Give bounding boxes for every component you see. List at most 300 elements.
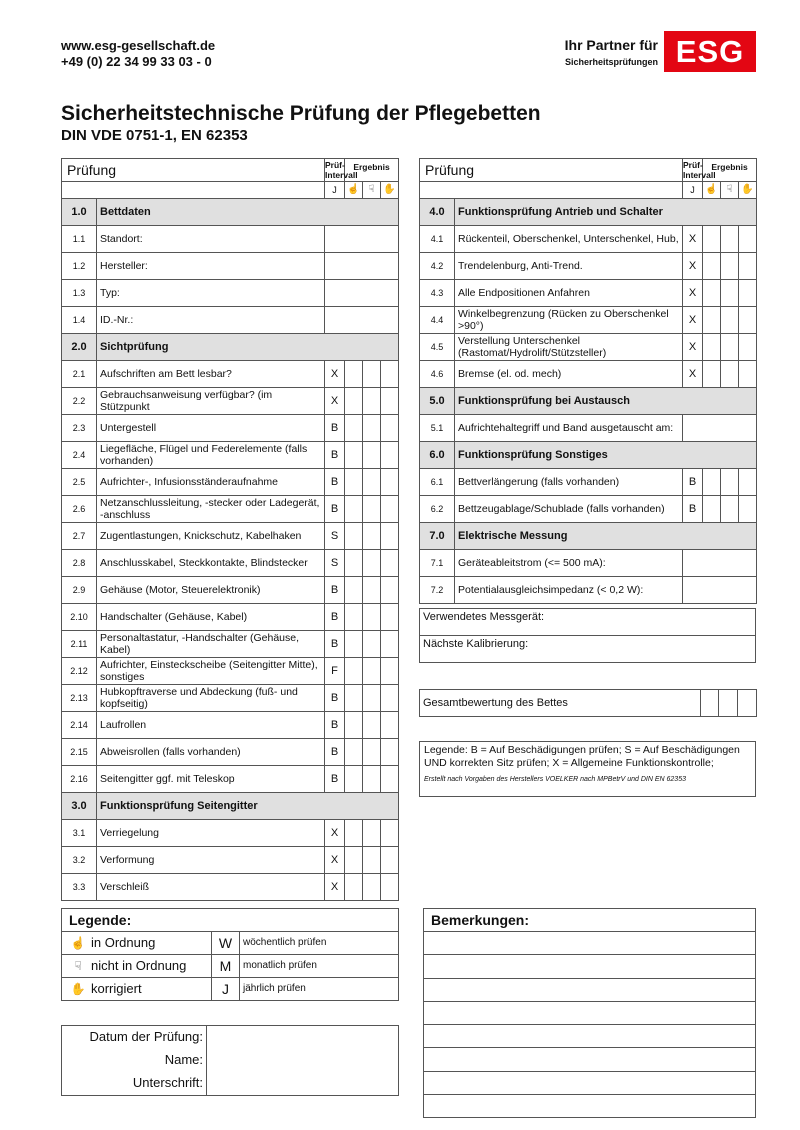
unterschrift-field[interactable]: [207, 1072, 399, 1096]
item-number: 2.1: [62, 361, 97, 388]
interval-code: B: [325, 712, 345, 739]
table-row: [420, 334, 757, 361]
legende-code: J: [212, 978, 240, 1001]
result-ok-cell[interactable]: [345, 442, 363, 469]
table-row: [62, 685, 399, 712]
thumbs-up-icon: ☝: [345, 182, 363, 199]
legende-text: Legende: B = Auf Beschädigungen prüfen; S = Auf Beschädigungen UND korrekten Sitz prüfen; X = Allgemeine Funktionskontrolle;: [424, 744, 740, 769]
item-number: 6.1: [420, 469, 455, 496]
thumbs-up-icon: ☝: [70, 936, 86, 950]
item-number: 2.10: [62, 604, 97, 631]
interval-code: X: [325, 820, 345, 847]
item-number: 2.12: [62, 658, 97, 685]
item-number: 2.3: [62, 415, 97, 442]
pruefung-header: Prüfung: [420, 159, 683, 182]
data-row: [62, 307, 399, 334]
legende-code: M: [212, 955, 240, 978]
bemerkung-line[interactable]: [424, 1001, 756, 1024]
item-number: 7.2: [420, 577, 455, 604]
result-korr-cell[interactable]: [739, 469, 757, 496]
result-korr-cell[interactable]: [381, 685, 399, 712]
item-label: Abweisrollen (falls vorhanden): [97, 739, 325, 766]
table-row: [62, 631, 399, 658]
item-number: 3.1: [62, 820, 97, 847]
result-korr-cell[interactable]: [739, 280, 757, 307]
legende-title: Legende:: [62, 909, 399, 932]
item-label: Trendelenburg, Anti-Trend.: [455, 253, 683, 280]
result-nok-cell[interactable]: [363, 469, 381, 496]
table-row: [62, 388, 399, 415]
table-row: [420, 361, 757, 388]
result-nok-cell[interactable]: [363, 496, 381, 523]
table-row: [62, 820, 399, 847]
result-ok-cell[interactable]: [703, 334, 721, 361]
item-number: 4.2: [420, 253, 455, 280]
result-ok-cell[interactable]: [345, 847, 363, 874]
item-number: 1.2: [62, 253, 97, 280]
interval-code: X: [325, 874, 345, 901]
item-label: Gebrauchsanweisung verfügbar? (im Stützpunkt: [97, 388, 325, 415]
unterschrift-label: Unterschrift:: [62, 1072, 207, 1096]
result-nok-cell[interactable]: [363, 442, 381, 469]
interval-code: B: [325, 577, 345, 604]
section-title: Elektrische Messung: [455, 523, 757, 550]
bemerkung-line[interactable]: [424, 955, 756, 978]
result-nok-cell[interactable]: [363, 361, 381, 388]
result-ok-cell[interactable]: [345, 658, 363, 685]
intervall-j-label: J: [683, 182, 703, 199]
item-number: 2.2: [62, 388, 97, 415]
item-label: Netzanschlussleitung, -stecker oder Ladegerät, -anschluss: [97, 496, 325, 523]
item-label: Aufrichtehaltegriff und Band ausgetauscht am:: [455, 415, 683, 442]
item-number: 2.16: [62, 766, 97, 793]
result-nok-cell[interactable]: [363, 415, 381, 442]
gesamtbewertung-box: [419, 689, 757, 717]
result-nok-cell[interactable]: [363, 604, 381, 631]
table-row: [420, 253, 757, 280]
thumbs-down-icon: ☟: [74, 959, 82, 973]
interval-code: S: [325, 550, 345, 577]
item-number: 1.4: [62, 307, 97, 334]
result-korr-cell[interactable]: [381, 550, 399, 577]
item-label: Handschalter (Gehäuse, Kabel): [97, 604, 325, 631]
legende-desc: jährlich prüfen: [240, 978, 399, 1001]
datum-label: Datum der Prüfung:: [62, 1026, 207, 1049]
thumbs-down-icon: ☟: [363, 182, 381, 199]
result-nok-cell[interactable]: [363, 739, 381, 766]
section-row: [62, 334, 399, 361]
name-label: Name:: [62, 1049, 207, 1072]
item-number: 6.2: [420, 496, 455, 523]
item-number: 4.5: [420, 334, 455, 361]
interval-code: B: [325, 739, 345, 766]
data-row: [62, 253, 399, 280]
item-label: Verschleiß: [97, 874, 325, 901]
legende-note: Erstellt nach Vorgaben des Herstellers VOELKER nach MPBetrV und DIN EN 62353: [424, 776, 686, 783]
legende-desc: monatlich prüfen: [240, 955, 399, 978]
data-row: [420, 550, 757, 577]
section-number: 3.0: [62, 793, 97, 820]
result-korr-cell[interactable]: [381, 442, 399, 469]
table-row: [62, 496, 399, 523]
result-nok-cell[interactable]: [363, 658, 381, 685]
datum-field[interactable]: [207, 1026, 399, 1049]
result-ok-cell[interactable]: [345, 631, 363, 658]
legende-text-box: [419, 741, 756, 797]
kalibrierung-field[interactable]: Nächste Kalibrierung:: [420, 636, 756, 663]
page-subtitle: DIN VDE 0751-1, EN 62353: [61, 127, 248, 144]
result-ok-cell[interactable]: [345, 577, 363, 604]
table-row: [420, 280, 757, 307]
item-number: 1.1: [62, 226, 97, 253]
item-label: Liegefläche, Flügel und Federelemente (falls vorhanden): [97, 442, 325, 469]
result-ok-cell[interactable]: [345, 712, 363, 739]
right-check-table: [419, 158, 757, 604]
website-url[interactable]: www.esg-gesellschaft.de: [61, 38, 216, 53]
item-label: Hersteller:: [97, 253, 325, 280]
table-row: [62, 739, 399, 766]
table-row: [420, 496, 757, 523]
hand-icon: ✋: [739, 182, 757, 199]
table-row: [420, 307, 757, 334]
result-korr-cell[interactable]: [381, 496, 399, 523]
intervall-j-label: J: [325, 182, 345, 199]
item-label: Aufrichter, Einsteckscheibe (Seitengitter Mitte), sonstiges: [97, 658, 325, 685]
item-label: Rückenteil, Oberschenkel, Unterschenkel, Hub,: [455, 226, 683, 253]
hand-icon: ✋: [70, 982, 86, 996]
phone-number: +49 (0) 22 34 99 33 03 - 0: [61, 54, 212, 69]
item-number: 4.4: [420, 307, 455, 334]
result-korr-cell[interactable]: [381, 604, 399, 631]
item-label: Aufrichter-, Infusionsständeraufnahme: [97, 469, 325, 496]
result-ok-cell[interactable]: [345, 496, 363, 523]
result-nok-cell[interactable]: [721, 334, 739, 361]
interval-code: B: [325, 469, 345, 496]
item-number: 3.2: [62, 847, 97, 874]
item-label: Anschlusskabel, Steckkontakte, Blindstecker: [97, 550, 325, 577]
item-number: 2.7: [62, 523, 97, 550]
table-row: [62, 712, 399, 739]
item-number: 2.15: [62, 739, 97, 766]
item-label: Aufschriften am Bett lesbar?: [97, 361, 325, 388]
result-korr-cell[interactable]: [381, 874, 399, 901]
interval-code: S: [325, 523, 345, 550]
result-nok-cell[interactable]: [363, 388, 381, 415]
legende-desc: wöchentlich prüfen: [240, 932, 399, 955]
section-number: 4.0: [420, 199, 455, 226]
value-field[interactable]: [683, 577, 757, 604]
bemerkungen-box: [423, 908, 756, 1118]
table-row: [62, 604, 399, 631]
result-ok-cell[interactable]: [345, 523, 363, 550]
interval-code: B: [683, 469, 703, 496]
item-label: Alle Endpositionen Anfahren: [455, 280, 683, 307]
table-row: [62, 577, 399, 604]
name-field[interactable]: [207, 1049, 399, 1072]
interval-code: F: [325, 658, 345, 685]
legende-row: [62, 932, 399, 955]
section-title: Bettdaten: [97, 199, 399, 226]
section-number: 6.0: [420, 442, 455, 469]
section-title: Funktionsprüfung Antrieb und Schalter: [455, 199, 757, 226]
result-nok-cell[interactable]: [363, 577, 381, 604]
result-korr-cell[interactable]: [381, 415, 399, 442]
item-label: ID.-Nr.:: [97, 307, 325, 334]
item-label: Verstellung Unterschenkel (Rastomat/Hydrolift/Stützsteller): [455, 334, 683, 361]
result-korr-cell[interactable]: [381, 766, 399, 793]
intervall-header: Prüf-Intervall: [325, 160, 358, 180]
partner-text: [540, 37, 658, 68]
item-number: 4.6: [420, 361, 455, 388]
intervall-header: Prüf-Intervall: [683, 160, 716, 180]
result-ok-cell[interactable]: [345, 415, 363, 442]
page-title: Sicherheitstechnische Prüfung der Pflegebetten: [61, 102, 541, 125]
result-ok-cell[interactable]: [345, 604, 363, 631]
result-nok-cell[interactable]: [363, 550, 381, 577]
result-ok-cell[interactable]: [703, 361, 721, 388]
item-label: Laufrollen: [97, 712, 325, 739]
value-field[interactable]: [325, 253, 399, 280]
result-ok-cell[interactable]: [703, 469, 721, 496]
item-label: Winkelbegrenzung (Rücken zu Oberschenkel >90°): [455, 307, 683, 334]
result-ok-cell[interactable]: [345, 469, 363, 496]
pruefung-header: Prüfung: [62, 159, 325, 182]
result-ok-cell[interactable]: [345, 874, 363, 901]
result-korr-cell[interactable]: [739, 496, 757, 523]
legende-label: in Ordnung: [91, 935, 156, 950]
result-nok-cell[interactable]: [363, 766, 381, 793]
result-korr-cell[interactable]: [381, 658, 399, 685]
value-field[interactable]: [683, 415, 757, 442]
legende-row: [62, 978, 399, 1001]
ergebnis-header: Ergebnis: [345, 159, 399, 182]
result-nok-cell[interactable]: [721, 496, 739, 523]
interval-code: X: [325, 361, 345, 388]
bemerkung-line[interactable]: [424, 978, 756, 1001]
section-row: [420, 199, 757, 226]
bemerkung-line[interactable]: [424, 1025, 756, 1048]
result-korr-cell[interactable]: [381, 388, 399, 415]
item-number: 3.3: [62, 874, 97, 901]
gesamt-ok-cell[interactable]: [701, 690, 719, 717]
result-korr-cell[interactable]: [739, 361, 757, 388]
result-ok-cell[interactable]: [345, 361, 363, 388]
interval-code: X: [683, 226, 703, 253]
table-row: [62, 523, 399, 550]
value-field[interactable]: [325, 226, 399, 253]
result-korr-cell[interactable]: [381, 712, 399, 739]
legende-label: nicht in Ordnung: [91, 958, 187, 973]
hand-icon: ✋: [381, 182, 399, 199]
result-ok-cell[interactable]: [703, 253, 721, 280]
data-row: [62, 226, 399, 253]
result-korr-cell[interactable]: [381, 820, 399, 847]
item-label: Verformung: [97, 847, 325, 874]
result-korr-cell[interactable]: [381, 739, 399, 766]
value-field[interactable]: [325, 307, 399, 334]
item-label: Standort:: [97, 226, 325, 253]
item-label: Bettzeugablage/Schublade (falls vorhanden): [455, 496, 683, 523]
item-number: 2.11: [62, 631, 97, 658]
section-number: 2.0: [62, 334, 97, 361]
value-field[interactable]: [325, 280, 399, 307]
result-nok-cell[interactable]: [363, 847, 381, 874]
item-number: 4.3: [420, 280, 455, 307]
item-label: Verriegelung: [97, 820, 325, 847]
gesamt-korr-cell[interactable]: [738, 690, 757, 717]
item-label: Typ:: [97, 280, 325, 307]
item-number: 2.9: [62, 577, 97, 604]
item-number: 2.13: [62, 685, 97, 712]
header-contact: [61, 38, 215, 70]
item-label: Bremse (el. od. mech): [455, 361, 683, 388]
signature-box: [61, 1025, 399, 1096]
table-row: [62, 874, 399, 901]
messgeraet-field[interactable]: Verwendetes Messgerät:: [420, 609, 756, 636]
result-nok-cell[interactable]: [363, 874, 381, 901]
section-row: [62, 199, 399, 226]
gesamt-nok-cell[interactable]: [719, 690, 738, 717]
gesamtbewertung-label: Gesamtbewertung des Bettes: [420, 690, 701, 717]
interval-code: B: [325, 685, 345, 712]
result-ok-cell[interactable]: [703, 226, 721, 253]
result-nok-cell[interactable]: [363, 820, 381, 847]
section-row: [420, 388, 757, 415]
result-ok-cell[interactable]: [345, 685, 363, 712]
result-ok-cell[interactable]: [345, 550, 363, 577]
bemerkung-line[interactable]: [424, 1071, 756, 1094]
item-label: Bettverlängerung (falls vorhanden): [455, 469, 683, 496]
result-korr-cell[interactable]: [739, 334, 757, 361]
item-label: Geräteableitstrom (<= 500 mA):: [455, 550, 683, 577]
section-title: Sichtprüfung: [97, 334, 399, 361]
interval-code: X: [683, 334, 703, 361]
interval-code: X: [325, 847, 345, 874]
interval-code: X: [683, 280, 703, 307]
section-row: [62, 793, 399, 820]
result-korr-cell[interactable]: [381, 469, 399, 496]
interval-code: B: [325, 766, 345, 793]
interval-code: B: [325, 415, 345, 442]
item-number: 2.4: [62, 442, 97, 469]
legende-code: W: [212, 932, 240, 955]
item-number: 2.14: [62, 712, 97, 739]
table-row: [62, 361, 399, 388]
item-label: Potentialausgleichsimpedanz (< 0,2 W):: [455, 577, 683, 604]
result-ok-cell[interactable]: [703, 307, 721, 334]
result-korr-cell[interactable]: [381, 847, 399, 874]
thumbs-down-icon: ☟: [721, 182, 739, 199]
bemerkung-line[interactable]: [424, 932, 756, 955]
table-row: [62, 658, 399, 685]
result-nok-cell[interactable]: [363, 523, 381, 550]
result-nok-cell[interactable]: [721, 253, 739, 280]
section-title: Funktionsprüfung bei Austausch: [455, 388, 757, 415]
result-ok-cell[interactable]: [703, 280, 721, 307]
result-ok-cell[interactable]: [703, 496, 721, 523]
legende-box: [61, 908, 399, 1001]
section-row: [420, 442, 757, 469]
bemerkung-line[interactable]: [424, 1095, 756, 1118]
item-label: Zugentlastungen, Knickschutz, Kabelhaken: [97, 523, 325, 550]
table-row: [62, 847, 399, 874]
result-nok-cell[interactable]: [721, 307, 739, 334]
item-label: Hubkopftraverse und Abdeckung (fuß- und kopfseitig): [97, 685, 325, 712]
result-korr-cell[interactable]: [739, 226, 757, 253]
partner-sub: Sicherheitsprüfungen: [564, 57, 658, 67]
item-number: 2.8: [62, 550, 97, 577]
item-number: 7.1: [420, 550, 455, 577]
value-field[interactable]: [683, 550, 757, 577]
interval-code: X: [683, 253, 703, 280]
interval-code: X: [683, 307, 703, 334]
result-nok-cell[interactable]: [721, 361, 739, 388]
section-number: 7.0: [420, 523, 455, 550]
interval-code: X: [325, 388, 345, 415]
section-row: [420, 523, 757, 550]
result-ok-cell[interactable]: [345, 820, 363, 847]
result-ok-cell[interactable]: [345, 739, 363, 766]
result-nok-cell[interactable]: [363, 685, 381, 712]
result-korr-cell[interactable]: [381, 631, 399, 658]
interval-code: B: [325, 631, 345, 658]
result-korr-cell[interactable]: [739, 307, 757, 334]
result-korr-cell[interactable]: [381, 523, 399, 550]
section-number: 1.0: [62, 199, 97, 226]
result-nok-cell[interactable]: [721, 469, 739, 496]
table-row: [62, 469, 399, 496]
result-korr-cell[interactable]: [739, 253, 757, 280]
result-korr-cell[interactable]: [381, 577, 399, 604]
result-nok-cell[interactable]: [721, 226, 739, 253]
result-korr-cell[interactable]: [381, 361, 399, 388]
thumbs-up-icon: ☝: [703, 182, 721, 199]
messgeraet-box: [419, 608, 756, 663]
interval-code: B: [325, 604, 345, 631]
result-nok-cell[interactable]: [721, 280, 739, 307]
result-ok-cell[interactable]: [345, 766, 363, 793]
item-number: 5.1: [420, 415, 455, 442]
interval-code: B: [683, 496, 703, 523]
left-check-table: [61, 158, 399, 901]
interval-code: B: [325, 442, 345, 469]
section-title: Funktionsprüfung Seitengitter: [97, 793, 399, 820]
table-row: [420, 226, 757, 253]
item-number: 1.3: [62, 280, 97, 307]
legende-label: korrigiert: [91, 981, 142, 996]
bemerkung-line[interactable]: [424, 1048, 756, 1071]
item-number: 2.5: [62, 469, 97, 496]
data-row: [420, 577, 757, 604]
item-number: 4.1: [420, 226, 455, 253]
ergebnis-header: Ergebnis: [703, 159, 757, 182]
partner-line: Ihr Partner für: [564, 37, 658, 53]
table-row: [62, 766, 399, 793]
item-label: Seitengitter ggf. mit Teleskop: [97, 766, 325, 793]
item-label: Personaltastatur, -Handschalter (Gehäuse, Kabel): [97, 631, 325, 658]
result-nok-cell[interactable]: [363, 712, 381, 739]
item-label: Gehäuse (Motor, Steuerelektronik): [97, 577, 325, 604]
table-row: [62, 415, 399, 442]
result-ok-cell[interactable]: [345, 388, 363, 415]
bemerkungen-title: Bemerkungen:: [424, 909, 756, 932]
table-row: [62, 550, 399, 577]
table-row: [420, 469, 757, 496]
item-number: 2.6: [62, 496, 97, 523]
legende-row: [62, 955, 399, 978]
result-nok-cell[interactable]: [363, 631, 381, 658]
interval-code: B: [325, 496, 345, 523]
